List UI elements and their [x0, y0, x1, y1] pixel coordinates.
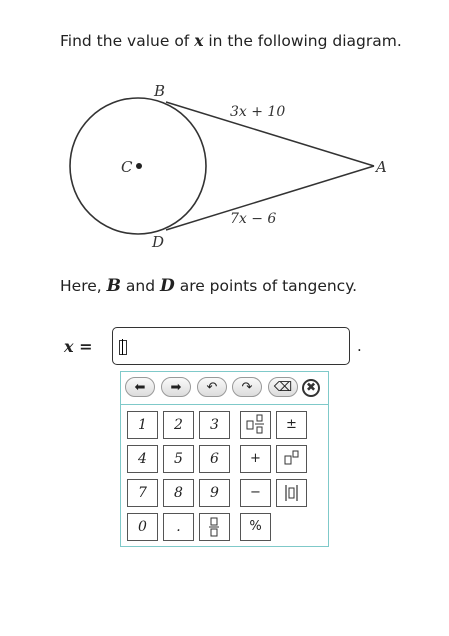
label-d: D	[152, 233, 165, 251]
key-4[interactable]: 4	[127, 445, 158, 473]
tangency-and: and	[121, 277, 161, 295]
key-1[interactable]: 1	[127, 411, 158, 439]
label-c: C	[121, 158, 133, 176]
exponent-icon	[277, 446, 306, 472]
question-after: in the following diagram.	[203, 32, 402, 50]
keypad-toolbar	[121, 372, 328, 405]
plus-key[interactable]: +	[240, 445, 271, 473]
mixed-number-key[interactable]	[240, 411, 271, 439]
answer-label	[64, 337, 93, 356]
close-icon[interactable]: ✖	[302, 379, 320, 397]
tangency-note	[60, 276, 357, 296]
percent-key[interactable]: %	[240, 513, 271, 541]
tangency-point-b: B	[106, 276, 121, 296]
tangency-rest: are points of tangency.	[174, 277, 358, 295]
input-cursor	[119, 340, 127, 355]
question-variable: x	[194, 31, 204, 50]
right-arrow-icon[interactable]: ➡	[161, 377, 191, 397]
plus-minus-key[interactable]: ±	[276, 411, 307, 439]
left-arrow-icon[interactable]: ⬅	[125, 377, 155, 397]
key-decimal[interactable]: .	[163, 513, 194, 541]
center-point	[136, 163, 142, 169]
absolute-value-key[interactable]	[276, 479, 307, 507]
key-6[interactable]: 6	[199, 445, 230, 473]
key-2[interactable]: 2	[163, 411, 194, 439]
tangency-point-d: D	[160, 276, 175, 296]
bottom-segment-label: 7x − 6	[230, 211, 277, 227]
undo-icon[interactable]: ↶	[197, 377, 227, 397]
math-keypad	[120, 371, 329, 547]
answer-period: .	[357, 337, 362, 355]
fraction-key[interactable]	[199, 513, 230, 541]
top-segment-label: 3x + 10	[230, 104, 286, 120]
question-before: Find the value of	[60, 32, 195, 50]
minus-key[interactable]: −	[240, 479, 271, 507]
mixed-number-icon	[241, 412, 270, 438]
question-text	[60, 31, 402, 50]
key-9[interactable]: 9	[199, 479, 230, 507]
answer-variable: x =	[64, 337, 93, 356]
answer-input[interactable]	[112, 327, 350, 365]
key-5[interactable]: 5	[163, 445, 194, 473]
exponent-key[interactable]	[276, 445, 307, 473]
label-b: B	[154, 82, 166, 100]
key-7[interactable]: 7	[127, 479, 158, 507]
label-a: A	[376, 158, 387, 176]
redo-icon[interactable]: ↷	[232, 377, 262, 397]
key-3[interactable]: 3	[199, 411, 230, 439]
tangency-here: Here,	[60, 277, 107, 295]
backspace-icon[interactable]: ⌫	[268, 377, 298, 397]
tangent-circle-diagram	[60, 78, 390, 253]
key-8[interactable]: 8	[163, 479, 194, 507]
absolute-value-icon	[277, 480, 306, 506]
fraction-icon	[200, 514, 229, 540]
key-0[interactable]: 0	[127, 513, 158, 541]
